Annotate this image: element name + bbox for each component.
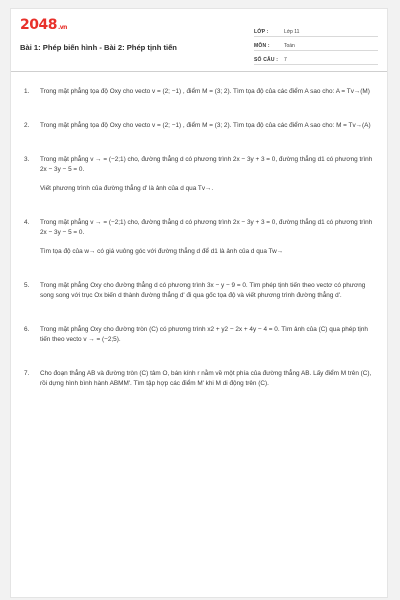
- question-item: [24, 325, 376, 345]
- question-text: Trong mặt phẳng v → = (−2;1) cho, đường thẳng d có phương trình 2x − 3y + 3 = 0, đường thẳng d1 có phương trình 2x − 3y − 5 = 0.: [40, 219, 373, 236]
- question-text: Trong mặt phẳng Oxy cho đường tròn (C) có phương trình x2 + y2 − 2x + 4y − 4 = 0. Tìm ảnh của (C) qua phép tịnh tiến theo vecto v → = (−2;5).: [40, 326, 368, 343]
- question-subtask: Viết phương trình của đường thẳng d' là ảnh của d qua Tv→.: [40, 185, 214, 192]
- question-item: [24, 281, 376, 301]
- question-number: 7.: [24, 370, 30, 377]
- question-text: Trong mặt phẳng Oxy cho đường thẳng d có phương trình 3x − y − 9 = 0. Tìm phép tịnh tiến theo vectơ có phương song song với trục Ox biến d thành đường thẳng d' đi qua gốc tọa độ và viết phương trình đường thẳng d'.: [40, 282, 366, 299]
- question-number: 3.: [24, 156, 30, 163]
- meta-row-count: [254, 51, 378, 65]
- question-number: 5.: [24, 282, 30, 289]
- meta-value-count: 7: [284, 57, 287, 63]
- meta-row-class: [254, 23, 378, 37]
- question-number: 4.: [24, 219, 30, 226]
- worksheet-meta: [254, 23, 378, 65]
- question-item: [24, 87, 376, 97]
- question-text: Trong mặt phẳng tọa độ Oxy cho vecto v = (2; −1) , điểm M = (3; 2). Tìm tọa độ của các điểm A sao cho: M = Tv→(A): [40, 122, 371, 129]
- meta-label-subject: MÔN :: [254, 43, 270, 49]
- logo-text: 2048: [20, 17, 57, 33]
- question-subtask: Tìm tọa độ của w→ có giá vuông góc với đường thẳng d để d1 là ảnh của d qua Tw→: [40, 248, 284, 255]
- question-number: 1.: [24, 88, 30, 95]
- question-item: [24, 155, 376, 194]
- meta-value-subject: Toán: [284, 43, 295, 49]
- site-logo[interactable]: [20, 17, 67, 33]
- meta-label-count: SỐ CÂU :: [254, 57, 279, 63]
- worksheet-page: [10, 8, 388, 598]
- question-text: Trong mặt phẳng v → = (−2;1) cho, đường thẳng d có phương trình 2x − 3y + 3 = 0, đường thẳng d1 có phương trình 2x − 3y − 5 = 0.: [40, 156, 373, 173]
- worksheet-title: Bài 1: Phép biến hình - Bài 2: Phép tịnh tiến: [20, 43, 177, 52]
- meta-value-class: Lớp 11: [284, 29, 300, 35]
- question-item: [24, 369, 376, 389]
- worksheet-header: [11, 9, 387, 72]
- question-item: [24, 218, 376, 257]
- question-text: Cho đoạn thẳng AB và đường tròn (C) tâm O, bán kính r nằm về một phía của đường thẳng AB. Lấy điểm M trên (C), rồi dựng hình bình hành ABMM'. Tìm tập hợp các điểm M' khi M di động trên (C).: [40, 370, 372, 387]
- question-text: Trong mặt phẳng tọa độ Oxy cho vecto v = (2; −1) , điểm M = (3; 2). Tìm tọa độ của các điểm A sao cho: A = Tv→(M): [40, 88, 370, 95]
- question-list: [24, 87, 376, 389]
- logo-suffix: .vn: [57, 24, 67, 31]
- question-item: [24, 121, 376, 131]
- question-number: 6.: [24, 326, 30, 333]
- meta-row-subject: [254, 37, 378, 51]
- question-number: 2.: [24, 122, 30, 129]
- meta-label-class: LỚP :: [254, 29, 269, 35]
